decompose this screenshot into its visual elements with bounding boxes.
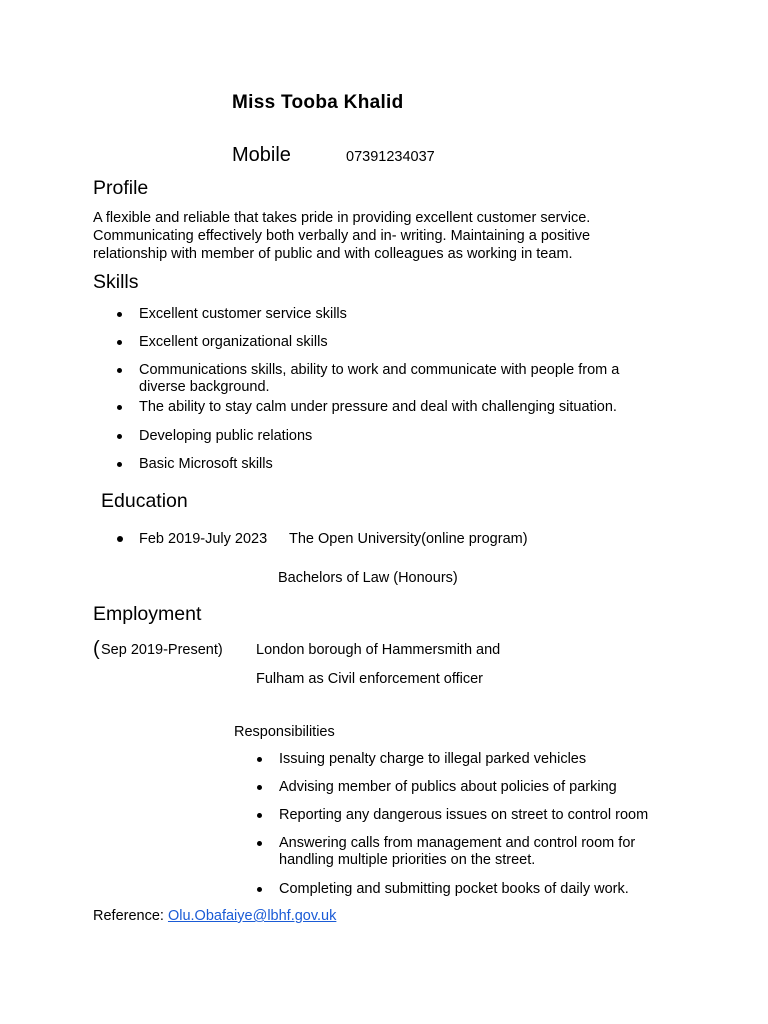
- responsibilities-heading: Responsibilities: [234, 724, 335, 740]
- list-item: [139, 399, 617, 416]
- education-heading: Education: [101, 490, 188, 512]
- reference-label: Reference:: [93, 908, 168, 924]
- skills-heading: Skills: [93, 271, 139, 293]
- profile-line: A flexible and reliable that takes pride in providing excellent customer service.: [93, 210, 591, 226]
- bullet-icon: [257, 757, 262, 762]
- education-degree: Bachelors of Law (Honours): [278, 570, 458, 586]
- employer-line: London borough of Hammersmith and: [256, 642, 501, 658]
- employment-open-paren: (: [93, 638, 100, 660]
- profile-line: relationship with member of public and with colleagues as working in team.: [93, 246, 573, 262]
- bullet-icon: [117, 368, 122, 373]
- list-item-text: The ability to stay calm under pressure and deal with challenging situation.: [139, 399, 617, 415]
- bullet-icon: [257, 841, 262, 846]
- employment-heading: Employment: [93, 603, 202, 625]
- bullet-icon: [257, 785, 262, 790]
- list-item-text: Basic Microsoft skills: [139, 456, 273, 472]
- list-item-text: Answering calls from management and control room for: [279, 835, 636, 851]
- list-item: [279, 779, 617, 796]
- bullet-icon: [257, 813, 262, 818]
- list-item-text: Excellent customer service skills: [139, 306, 347, 322]
- list-item: [279, 807, 648, 824]
- list-item: [139, 456, 273, 473]
- bullet-icon: [117, 462, 122, 467]
- list-item-text: Reporting any dangerous issues on street to control room: [279, 807, 649, 823]
- list-item-text: diverse background.: [139, 379, 270, 395]
- employment-period: Sep 2019-Present): [101, 642, 223, 658]
- list-item-text: Developing public relations: [139, 428, 313, 444]
- bullet-icon: [117, 434, 122, 439]
- list-item: [279, 751, 586, 768]
- reference-line: [93, 907, 336, 925]
- bullet-icon: [117, 340, 122, 345]
- list-item-text: Advising member of publics about policies of parking: [279, 779, 617, 795]
- bullet-icon: [117, 312, 122, 317]
- profile-line: Communicating effectively both verbally and in- writing. Maintaining a positive: [93, 228, 591, 244]
- list-item: [279, 835, 635, 869]
- profile-heading: Profile: [93, 177, 149, 199]
- mobile-label: Mobile: [232, 144, 291, 166]
- list-item-text: Excellent organizational skills: [139, 334, 328, 350]
- employer-line: Fulham as Civil enforcement officer: [256, 671, 483, 687]
- education-bullet: [117, 536, 123, 542]
- bullet-icon: [117, 405, 122, 410]
- list-item-text: Communications skills, ability to work and communicate with people from a: [139, 362, 620, 378]
- reference-email-link[interactable]: Olu.Obafaiye@lbhf.gov.uk: [167, 908, 337, 924]
- mobile-number: 07391234037: [346, 149, 435, 165]
- bullet-icon: [257, 887, 262, 892]
- education-dates: Feb 2019-July 2023: [139, 531, 268, 547]
- list-item: [139, 362, 619, 396]
- list-item: [139, 334, 328, 351]
- education-institution: The Open University(online program): [289, 531, 528, 547]
- profile-paragraph: [93, 209, 693, 263]
- list-item-text: handling multiple priorities on the street.: [279, 852, 536, 868]
- list-item-text: Completing and submitting pocket books of daily work.: [279, 881, 629, 897]
- list-item: [139, 306, 347, 323]
- candidate-name: Miss Tooba Khalid: [232, 92, 404, 113]
- list-item-text: Issuing penalty charge to illegal parked vehicles: [279, 751, 587, 767]
- list-item: [279, 881, 629, 898]
- list-item: [139, 428, 312, 445]
